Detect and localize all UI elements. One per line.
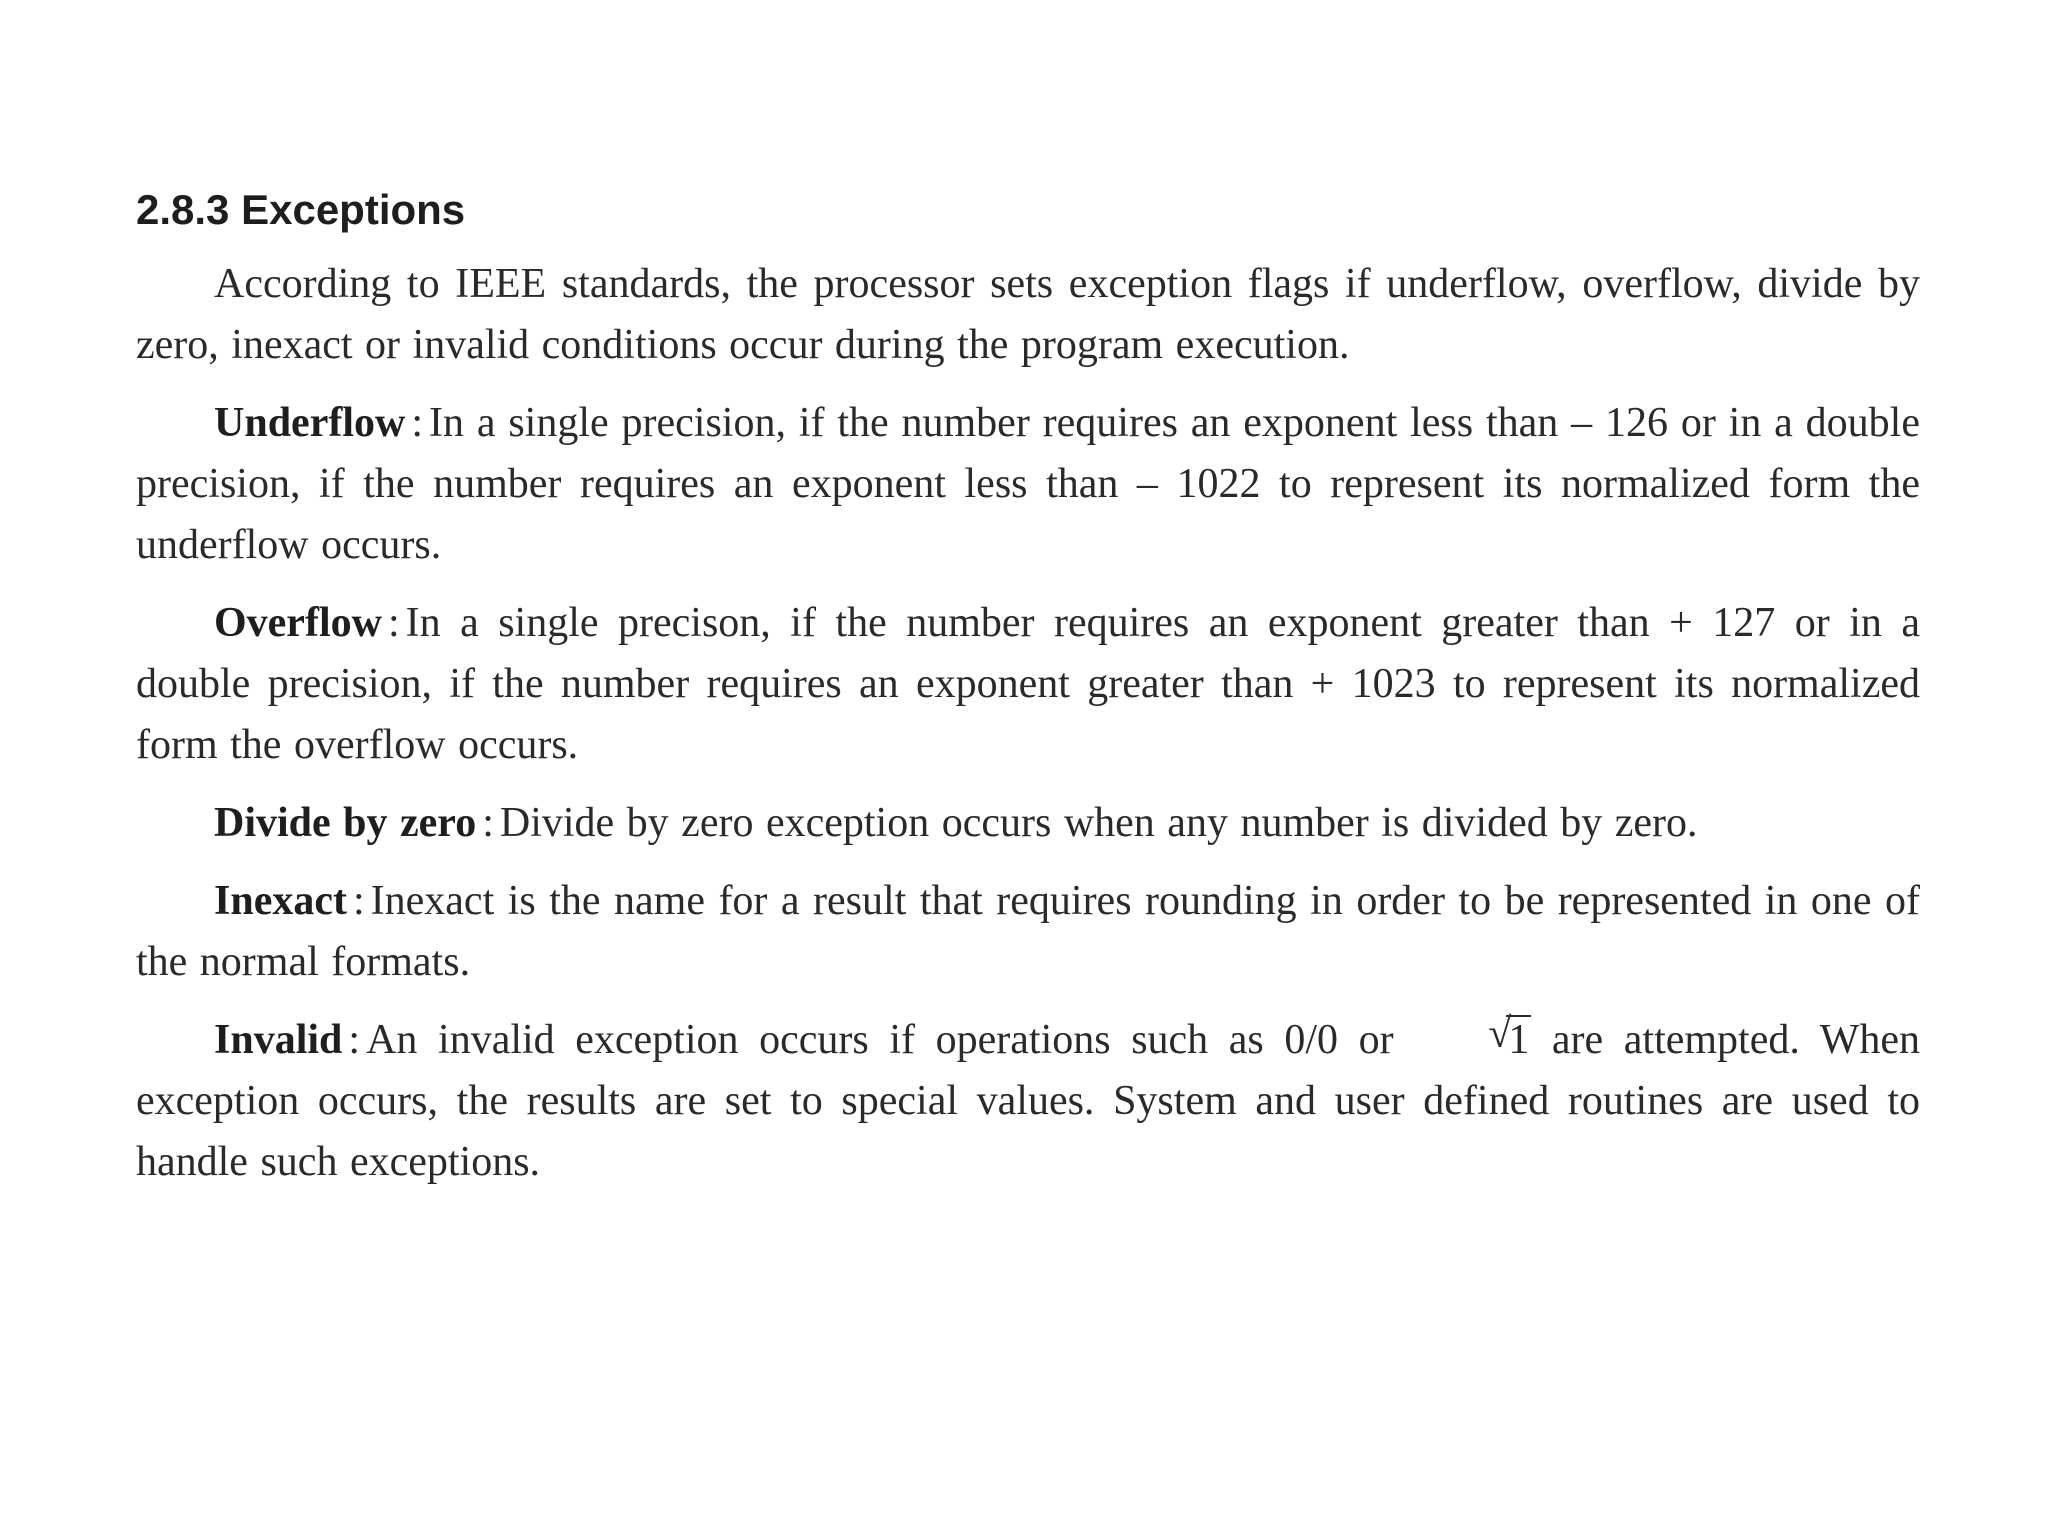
overflow-separator: : xyxy=(387,600,400,646)
invalid-text-after: are attempted. When exception occurs, the results are set to special values. System and user defined routines are used to handle such exceptions. xyxy=(136,1017,1920,1185)
divide-by-zero-text: Divide by zero exception occurs when any number is divided by zero. xyxy=(499,800,1698,846)
intro-paragraph xyxy=(136,254,1920,376)
underflow-separator: : xyxy=(411,400,423,446)
section-heading xyxy=(136,184,1920,236)
underflow-term: Underflow xyxy=(214,400,406,446)
invalid-text-before: An invalid exception occurs if operations such as 0/0 or xyxy=(366,1017,1394,1063)
overflow-text: In a single precison, if the number requires an exponent greater than + 127 or in a double precision, if the number requires an exponent greater than + 1023 to represent its normalized form the overflow occurs. xyxy=(136,600,1920,768)
overflow-term: Overflow xyxy=(214,600,382,646)
divide-by-zero-separator: : xyxy=(482,800,494,846)
divide-by-zero-paragraph xyxy=(136,793,1920,854)
radicand: 1 xyxy=(1508,1017,1530,1063)
divide-by-zero-term: Divide by zero xyxy=(214,800,477,846)
inexact-separator: : xyxy=(352,878,365,924)
underflow-text: In a single precision, if the number requires an exponent less than – 126 or in a double precision, if the number requires an exponent less than – 1022 to represent its normalized form the underflow occurs. xyxy=(136,400,1920,568)
radical-sign: √ xyxy=(1488,1011,1512,1057)
inexact-text: Inexact is the name for a result that requires rounding in order to be represented in one of the normal formats. xyxy=(136,878,1920,985)
invalid-paragraph xyxy=(136,1010,1920,1193)
inexact-paragraph xyxy=(136,871,1920,993)
inexact-term: Inexact xyxy=(214,878,347,924)
section-title: Exceptions xyxy=(241,186,466,233)
intro-text: According to IEEE standards, the processor sets exception flags if underflow, overflow, divide by zero, inexact or invalid conditions occur during the program execution. xyxy=(136,261,1920,368)
section-number: 2.8.3 xyxy=(136,186,230,233)
section-content xyxy=(136,184,1920,1210)
underflow-paragraph xyxy=(136,393,1920,576)
overflow-paragraph xyxy=(136,593,1920,776)
invalid-term: Invalid xyxy=(214,1017,343,1063)
invalid-separator: : xyxy=(348,1017,361,1063)
square-root-expression xyxy=(1414,1010,1531,1071)
